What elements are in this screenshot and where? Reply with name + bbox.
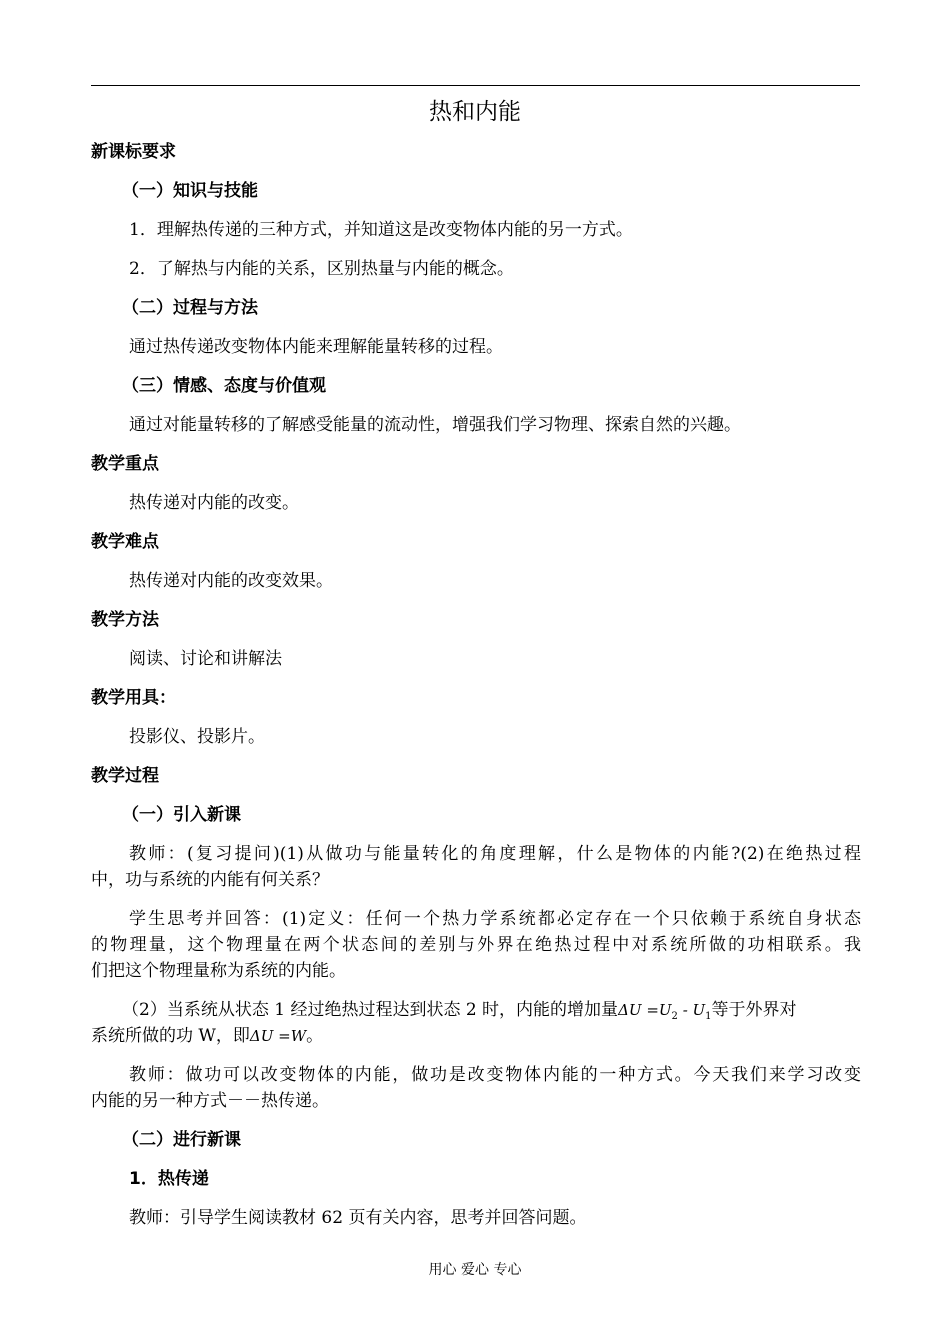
knowledge-item-1: 1．理解热传递的三种方式，并知道这是改变物体内能的另一方式。 — [129, 220, 633, 240]
method-text: 阅读、讨论和讲解法 — [129, 649, 282, 669]
procedure-heading: 教学过程 — [91, 766, 159, 786]
formula-delta-u: $\Delta U =U_2 - U_1$ — [618, 1001, 712, 1022]
page-footer: 用心 爱心 专心 — [428, 1262, 522, 1278]
student-answer-2-line-2 — [91, 1024, 861, 1048]
knowledge-heading: （一）知识与技能 — [122, 181, 258, 201]
teacher-question-line-2: 中，功与系统的内能有何关系？ — [91, 870, 329, 890]
student-answer-line-3: 们把这个物理量称为系统的内能。 — [91, 961, 346, 981]
requirements-heading: 新课标要求 — [91, 142, 176, 162]
process-heading: （二）过程与方法 — [122, 298, 258, 318]
method-heading: 教学方法 — [91, 610, 159, 630]
formula-delta-u-equals-w: ΔU =W — [249, 1027, 307, 1045]
student-answer-2-text-b: 等于外界对 — [711, 1000, 797, 1020]
page-title: 热和内能 — [429, 99, 521, 125]
tools-heading: 教学用具： — [91, 688, 176, 708]
tools-text: 投影仪、投影片。 — [129, 727, 265, 747]
student-answer-2-text-c: 系统所做的功 W，即 — [91, 1026, 250, 1046]
emotion-heading: （三）情感、态度与价值观 — [122, 376, 326, 396]
student-answer-2-text-d: 。 — [306, 1026, 324, 1046]
intro-heading: （一）引入新课 — [122, 805, 241, 825]
focus-heading: 教学重点 — [91, 454, 159, 474]
teacher-statement-line-2: 内能的另一种方式－－热传递。 — [91, 1091, 329, 1111]
new-lesson-heading: （二）进行新课 — [122, 1130, 241, 1150]
process-text: 通过热传递改变物体内能来理解能量转移的过程。 — [129, 337, 503, 357]
teacher-question-line-1: 教师：(复习提问)(1)从做功与能量转化的角度理解，什么是物体的内能?(2)在绝热过程 — [129, 844, 861, 864]
student-answer-line-2: 的物理量，这个物理量在两个状态间的差别与外界在绝热过程中对系统所做的功相联系。我 — [91, 935, 861, 955]
difficulty-text: 热传递对内能的改变效果。 — [129, 571, 333, 591]
teacher-guidance-text: 教师：引导学生阅读教材 62 页有关内容，思考并回答问题。 — [129, 1208, 587, 1228]
teacher-statement-line-1: 教师：做功可以改变物体的内能，做功是改变物体内能的一种方式。今天我们来学习改变 — [129, 1065, 861, 1085]
emotion-text: 通过对能量转移的了解感受能量的流动性，增强我们学习物理、探索自然的兴趣。 — [129, 415, 741, 435]
difficulty-heading: 教学难点 — [91, 532, 159, 552]
student-answer-line-1: 学生思考并回答：(1)定义：任何一个热力学系统都必定存在一个只依赖于系统自身状态 — [129, 909, 861, 929]
heat-transfer-heading: 1．热传递 — [129, 1169, 209, 1189]
knowledge-item-2: 2．了解热与内能的关系，区别热量与内能的概念。 — [129, 259, 514, 279]
student-answer-2-text-a: （2）当系统从状态 1 经过绝热过程达到状态 2 时，内能的增加量 — [122, 1000, 619, 1020]
header-rule — [91, 85, 860, 86]
focus-text: 热传递对内能的改变。 — [129, 493, 299, 513]
